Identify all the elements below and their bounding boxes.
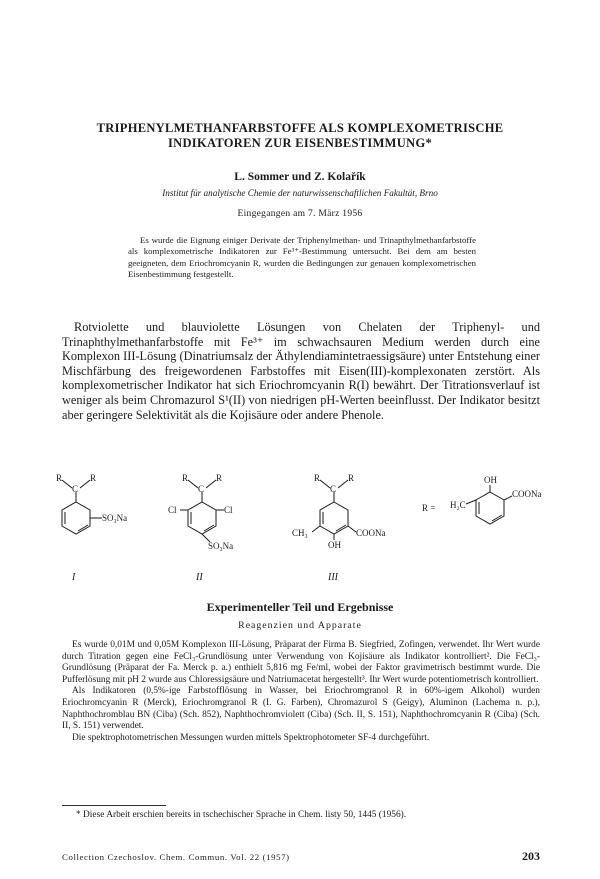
journal-citation: Collection Czechoslov. Chem. Commun. Vol. 22 (1957)	[62, 852, 290, 862]
cl-label-right: Cl	[224, 505, 233, 515]
footnote-divider	[62, 805, 166, 806]
experimental-text	[62, 640, 540, 744]
intro-paragraph: Rotviolette und blauviolette Lösungen von Chelaten der Triphenyl- und Trinaphthylmethanfarbstoffe mit Fe³⁺ im schwachsauren Medium werden durch eine Komplexon III-Lösung (Dinatriumsalz der Äthylendiamintetraessigsäure) unter Entstehung einer Mischfärbung des freigewordenen Farbstoffes mit Eisen(III)-komplexonaten zerstört. Als komplexometrischer Indikator hat sich Eriochromcyanin R(I) bewährt. Der Titrationsverlauf ist weniger als beim Chromazurol S¹(II) von niedrigen pH-Werten beeinflusst. Der Indikator besitzt aber geringere Selektivität als die Kojisäure oder andere Phenole.	[62, 320, 540, 422]
institute: Institut für analytische Chemie der naturwissenschaftlichen Fakultät, Brno	[162, 188, 438, 198]
authors: L. Sommer und Z. Kolařík	[234, 171, 366, 183]
coona-label-r: COONa	[512, 489, 542, 499]
structure-numeral-iii: III	[328, 572, 338, 583]
footnote: * Diese Arbeit erschien bereits in tschechischer Sprache in Chem. listy 50, 1445 (1956).	[76, 810, 407, 820]
oh-label-r: OH	[484, 475, 497, 485]
chemical-structures-diagram	[30, 470, 570, 588]
structure-figure	[30, 470, 570, 588]
r-label-i-right: R	[90, 473, 97, 483]
title-line-2: INDIKATOREN ZUR EISENBESTIMMUNG*	[167, 136, 433, 150]
r-equals-label: R =	[422, 503, 436, 513]
oh-label-iii: OH	[328, 540, 341, 550]
r-label-iii-left: R	[314, 473, 321, 483]
h2c-label: H₂C	[450, 500, 466, 510]
section-title: Experimenteller Teil und Ergebnisse	[206, 600, 394, 614]
structure-numeral-ii: II	[196, 572, 203, 583]
article-title	[60, 121, 540, 151]
experimental-paragraph-3: Die spektrophotometrischen Messungen wurden mittels Spektrophotometer SF-4 durchgeführt.	[72, 732, 430, 743]
so3na-label-ii: SO₃Na	[208, 541, 234, 551]
received-date: Eingegangen am 7. März 1956	[237, 209, 363, 219]
r-label-i-left: R	[56, 473, 63, 483]
coona-label-iii: COONa	[356, 528, 386, 538]
r-label-iii-right: R	[348, 473, 355, 483]
structure-numeral-i: I	[72, 572, 76, 583]
r-label-ii-right: R	[216, 473, 223, 483]
cl-label-left: Cl	[168, 505, 177, 515]
c-label-ii: C	[198, 484, 205, 494]
abstract: Es wurde die Eignung einiger Derivate der Triphenylmethan- und Trinapthylmethanfarbstoffe als komplexometrische Indikatoren zur Fe³⁺-Bestimmung untersucht. Bei dem am besten geeigneten, dem Eriochromcyanin R, wurden die Bedingungen zur genauen komplexometrischen Eisenbestimmung festgestellt.	[128, 235, 476, 279]
c-label-i: C	[72, 484, 79, 494]
title-line-1: TRIPHENYLMETHANFARBSTOFFE ALS KOMPLEXOMETRISCHE	[96, 121, 504, 135]
c-label-iii: C	[330, 484, 337, 494]
so3na-label-i: SO₃Na	[102, 513, 128, 523]
r-label-ii-left: R	[182, 473, 189, 483]
ch3-label-iii: CH₃	[292, 528, 308, 538]
section-subtitle: Reagenzien und Apparate	[238, 620, 362, 631]
experimental-paragraph-1: Es wurde 0,01M und 0,05M Komplexon III-Lösung, Präparat der Firma B. Siegfried, Zofingen, verwendet. Ihr Wert wurde durch Titration gegen eine FeCl₃-Grundlösung unter Verwendung von Kojisäure als Indikator kontrolliert². Die FeCl₃-Grundlösung (Präparat der Fa. Merck p. a.) enthielt 5,816 mg Fe/ml, wobei der Faktor gravimetrisch bestimmt wurde. Die Pufferlösung mit pH 2 wurde aus Chloressigsäure und Natriumacetat hergestellt³. Ihr Wert wurde potentiometrisch kontrolliert.	[62, 640, 540, 685]
experimental-paragraph-2: Als Indikatoren (0,5%-ige Farbstofflösung in Wasser, bei Eriochromgranol R in 60%-igem Alkohol) wurden Eriochromcyanin R (Merck), Eriochromgranol R (I. G. Farben), Chromazurol S (Geigy), Aluminon (Lachema n. p.), Naphthochromblau BN (Ciba) (Sch. 852), Naphthochromviolett (Ciba) (Sch. II, S. 151), Naphthochromcyanin R (Ciba) (Sch. II, S. 151) verwendet.	[62, 686, 540, 732]
page-number: 203	[522, 849, 540, 863]
